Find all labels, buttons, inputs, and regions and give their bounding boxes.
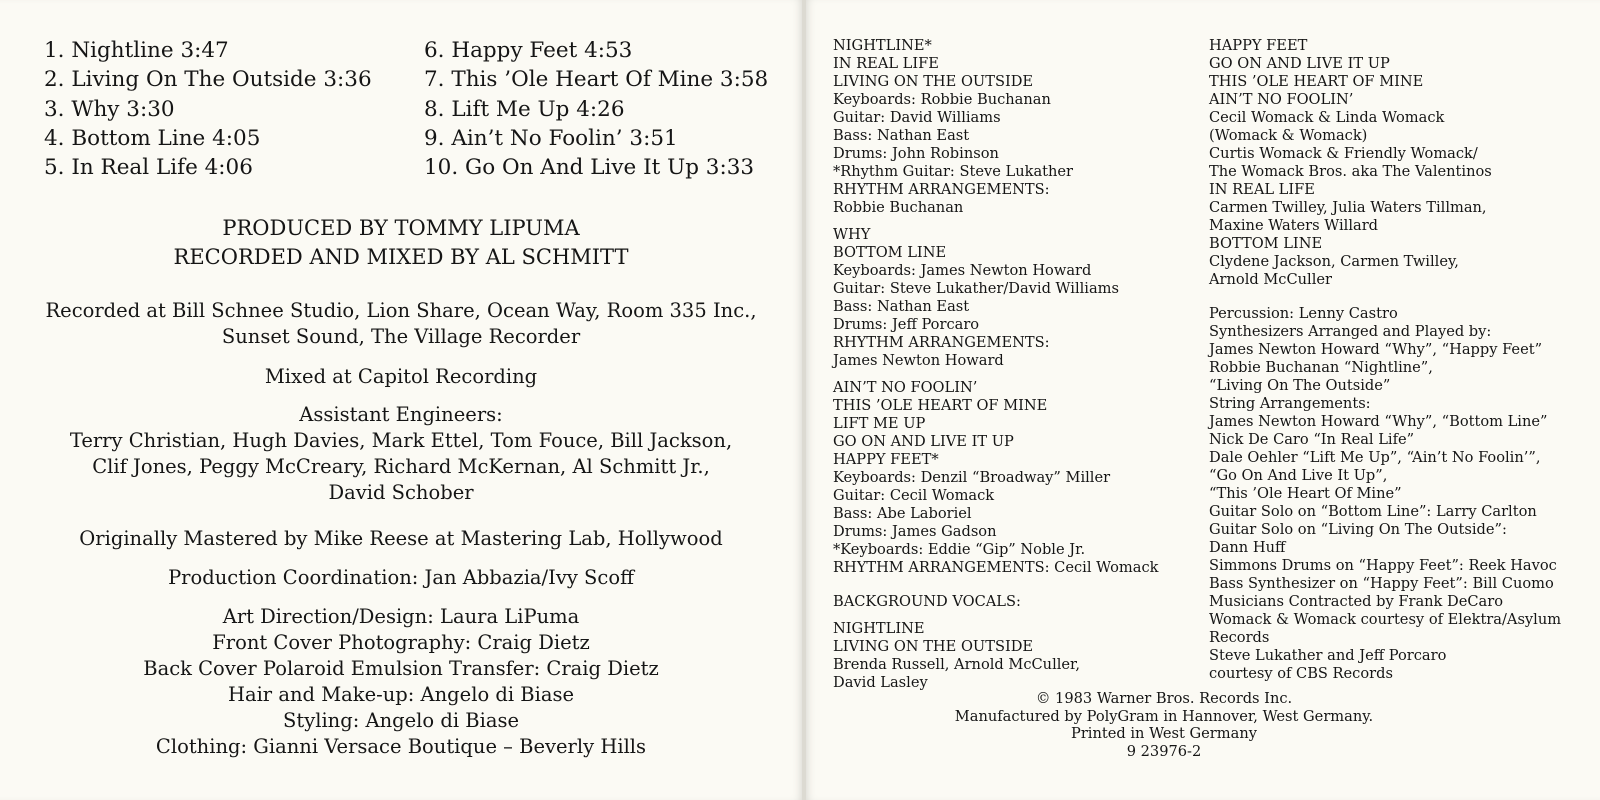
credit-line: Brenda Russell, Arnold McCuller,: [833, 656, 1081, 673]
credit-line: NIGHTLINE: [833, 620, 925, 637]
track-item: 7. This ’Ole Heart Of Mine 3:58: [424, 67, 769, 93]
credit-line: Simmons Drums on “Happy Feet”: Reek Havoc: [1209, 557, 1557, 574]
credit-line: Records: [1209, 629, 1270, 646]
credit-line: BOTTOM LINE: [1209, 235, 1323, 252]
track-item: 5. In Real Life 4:06: [44, 155, 253, 181]
credit-line: RHYTHM ARRANGEMENTS: Cecil Womack: [833, 559, 1159, 576]
credit-line: Musicians Contracted by Frank DeCaro: [1209, 593, 1503, 610]
credit-line: *Keyboards: Eddie “Gip” Noble Jr.: [833, 541, 1086, 558]
credit-line: Dann Huff: [1209, 539, 1286, 556]
credit-line: GO ON AND LIVE IT UP: [1209, 55, 1390, 72]
credit-line: Drums: Jeff Porcaro: [833, 316, 980, 333]
track-item: 6. Happy Feet 4:53: [424, 38, 633, 63]
credit-line: Steve Lukather and Jeff Porcaro: [1209, 647, 1447, 664]
credit-line: Bass Synthesizer on “Happy Feet”: Bill Cuomo: [1209, 575, 1554, 592]
credit-line: LIVING ON THE OUTSIDE: [833, 638, 1034, 655]
credit-line: AIN’T NO FOOLIN’: [1209, 91, 1354, 108]
credit-line: GO ON AND LIVE IT UP: [833, 433, 1014, 450]
credit-line: Nick De Caro “In Real Life”: [1209, 431, 1415, 448]
copyright-notice: [944, 690, 1384, 760]
credit-line: “This ’Ole Heart Of Mine”: [1209, 485, 1402, 502]
credit-line: BOTTOM LINE: [833, 244, 947, 261]
credit-line: WHY: [833, 226, 871, 243]
credit-line: Bass: Abe Laboriel: [833, 505, 972, 522]
credit-line: Bass: Nathan East: [833, 298, 970, 315]
production-coordination: Production Coordination: Jan Abbazia/Ivy Scoff: [168, 566, 634, 589]
mastered-by: Originally Mastered by Mike Reese at Mastering Lab, Hollywood: [79, 527, 723, 550]
personnel-block: [833, 379, 1158, 577]
additional-credits-block: [1209, 305, 1561, 683]
credit-line: LIFT ME UP: [833, 415, 926, 432]
credit-line: Guitar Solo on “Bottom Line”: Larry Carlton: [1209, 503, 1537, 520]
credit-line: James Newton Howard “Why”, “Bottom Line”: [1209, 413, 1548, 430]
credit-line: BACKGROUND VOCALS:: [833, 593, 1021, 610]
credit-line: HAPPY FEET: [1209, 37, 1308, 54]
produced-by: PRODUCED BY TOMMY LIPUMA: [222, 216, 580, 240]
track-item: 2. Living On The Outside 3:36: [44, 67, 372, 93]
credit-line: James Newton Howard: [833, 352, 1004, 369]
credit-line: Keyboards: Denzil “Broadway” Miller: [833, 469, 1111, 486]
credit-line: Dale Oehler “Lift Me Up”, “Ain’t No Foolin’”,: [1209, 449, 1541, 466]
track-item: 3. Why 3:30: [44, 96, 175, 122]
credit-line: *Rhythm Guitar: Steve Lukather: [833, 163, 1074, 180]
credit-line: Keyboards: Robbie Buchanan: [833, 91, 1051, 108]
copyright-line: Manufactured by PolyGram in Hannover, West Germany.: [954, 707, 1374, 725]
credit-line: Womack & Womack courtesy of Elektra/Asylum: [1209, 611, 1562, 628]
credit-line: Guitar Solo on “Living On The Outside”:: [1209, 521, 1507, 538]
credit-line: Guitar: Cecil Womack: [833, 487, 995, 504]
recorded-mixed-by: RECORDED AND MIXED BY AL SCHMITT: [173, 245, 629, 269]
tracklist-left: [44, 36, 372, 182]
copyright-line: © 1983 Warner Bros. Records Inc.: [1035, 690, 1293, 707]
credit-line: THIS ’OLE HEART OF MINE: [833, 397, 1048, 414]
credit-line: RHYTHM ARRANGEMENTS:: [833, 334, 1050, 351]
assistant-engineers: Assistant Engineers: Terry Christian, Hugh Davies, Mark Ettel, Tom Fouce, Bill Jackson, Clif Jones, Peggy McCreary, Richard McKernan, Al Schmitt Jr., David Schober: [69, 403, 733, 504]
credit-line: THIS ’OLE HEART OF MINE: [1209, 73, 1424, 90]
mixed-at: Mixed at Capitol Recording: [264, 365, 538, 388]
credit-line: Arnold McCuller: [1209, 271, 1332, 288]
credit-line: Carmen Twilley, Julia Waters Tillman,: [1209, 199, 1487, 216]
credit-line: LIVING ON THE OUTSIDE: [833, 73, 1034, 90]
credit-line: Guitar: David Williams: [833, 109, 1001, 126]
credit-line: “Living On The Outside”: [1209, 377, 1391, 394]
credit-line: IN REAL LIFE: [833, 55, 939, 72]
personnel-column-1: [833, 37, 1158, 692]
credit-line: courtesy of CBS Records: [1209, 665, 1393, 682]
credit-line: RHYTHM ARRANGEMENTS:: [833, 181, 1050, 198]
track-item: 4. Bottom Line 4:05: [44, 125, 261, 151]
credit-line: Clydene Jackson, Carmen Twilley,: [1209, 253, 1459, 270]
credit-line: Robbie Buchanan “Nightline”,: [1209, 359, 1433, 376]
copyright-line: 9 23976-2: [1126, 742, 1202, 760]
credit-line: Robbie Buchanan: [833, 199, 964, 216]
track-item: 9. Ain’t No Foolin’ 3:51: [424, 125, 678, 151]
production-credits: [0, 214, 802, 272]
credit-line: IN REAL LIFE: [1209, 181, 1315, 198]
credit-line: String Arrangements:: [1209, 395, 1371, 412]
credit-line: HAPPY FEET*: [833, 451, 939, 468]
credit-line: Guitar: Steve Lukather/David Williams: [833, 280, 1120, 297]
track-item: 10. Go On And Live It Up 3:33: [424, 155, 755, 181]
credit-line: Drums: John Robinson: [833, 145, 999, 162]
credit-line: NIGHTLINE*: [833, 37, 932, 54]
track-item: 1. Nightline 3:47: [44, 38, 229, 63]
credit-line: AIN’T NO FOOLIN’: [833, 379, 978, 396]
credit-line: Synthesizers Arranged and Played by:: [1209, 323, 1492, 340]
personnel-column-2: [1209, 37, 1561, 683]
credit-line: David Lasley: [833, 674, 928, 691]
credit-line: “Go On And Live It Up”,: [1209, 467, 1388, 484]
recorded-at: Recorded at Bill Schnee Studio, Lion Share, Ocean Way, Room 335 Inc., Sunset Sound, The Village Recorder: [45, 299, 757, 348]
credit-line: Curtis Womack & Friendly Womack/: [1209, 145, 1478, 162]
vocals-block: [1209, 37, 1561, 289]
credit-line: Percussion: Lenny Castro: [1209, 305, 1398, 322]
track-item: 8. Lift Me Up 4:26: [424, 96, 625, 122]
credit-line: Cecil Womack & Linda Womack: [1209, 109, 1445, 126]
personnel-block: [833, 226, 1158, 370]
art-credits: Art Direction/Design: Laura LiPuma Front Cover Photography: Craig Dietz Back Cover Polaroid Emulsion Transfer: Craig Dietz Hair and Make-up: Angelo di Biase Styling: Angelo di Biase Clothing: Gianni Versace Boutique – Beverly Hills: [143, 605, 659, 758]
credit-line: Maxine Waters Willard: [1209, 217, 1379, 234]
background-vocals-heading: [833, 593, 1158, 611]
credit-line: (Womack & Womack): [1209, 127, 1368, 144]
credit-line: Bass: Nathan East: [833, 127, 970, 144]
copyright-line: Printed in West Germany: [1071, 725, 1257, 742]
credit-line: The Womack Bros. aka The Valentinos: [1209, 163, 1492, 180]
credit-line: James Newton Howard “Why”, “Happy Feet”: [1209, 341, 1543, 358]
tracklist-right: [424, 36, 768, 182]
personnel-block: [833, 620, 1158, 692]
credit-line: Keyboards: James Newton Howard: [833, 262, 1092, 279]
personnel-block: [833, 37, 1158, 217]
credit-line: Drums: James Gadson: [833, 523, 997, 540]
